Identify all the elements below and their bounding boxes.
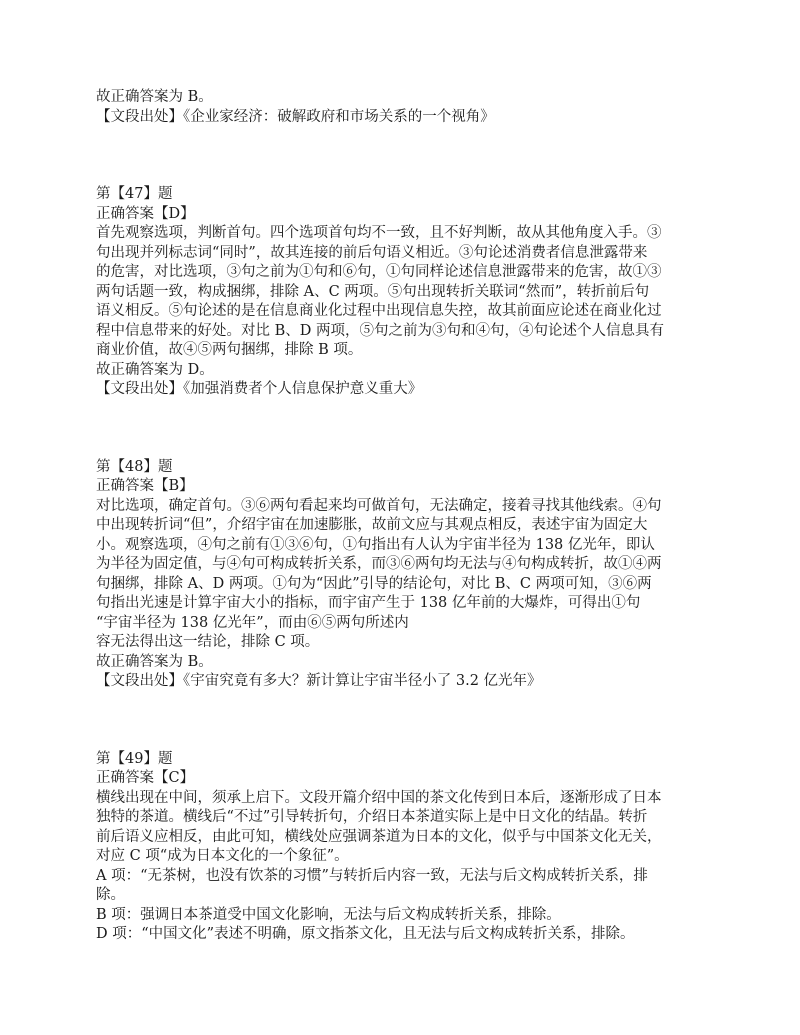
analysis-line: 小。观察选项，④句之前有①③⑥句，①句指出有人认为宇宙半径为 138 亿光年，即认 — [96, 536, 655, 553]
correct-answer: 正确答案【C】 — [96, 770, 195, 786]
question-title: 第【47】题 — [96, 186, 173, 202]
source-line: 【文段出处】《宇宙究竟有多大？新计算让宇宙半径小了 3.2 亿光年》 — [96, 673, 542, 689]
analysis-line: “宇宙半径为 138 亿光年”，而由⑥⑤两句所述内 — [96, 614, 409, 631]
option-a-analysis-cont: 除。 — [96, 887, 125, 903]
analysis-line: 横线出现在中间，须承上启下。文段开篇介绍中国的茶文化传到日本后，逐渐形成了日本 — [96, 789, 662, 806]
analysis-line: 为半径为固定值，与④句可构成转折关系，而③⑥两句均无法与④句构成转折，故①④两 — [96, 556, 662, 572]
section-gap — [96, 692, 712, 750]
answer-line: 故正确答案为 D。 — [96, 361, 214, 378]
source-line: 【文段出处】《加强消费者个人信息保护意义重大》 — [96, 381, 423, 397]
analysis-line: 两句话题一致，构成捆绑，排除 A、C 两项。⑤句出现转折关联词“然而”，转折前后句 — [96, 283, 650, 300]
analysis-line: 对比选项，确定首句。③⑥两句看起来均可做首句，无法确定，接着寻找其他线索。④句 — [96, 497, 662, 514]
answer-line: 故正确答案为 B。 — [96, 89, 213, 105]
section-gap — [96, 127, 712, 185]
option-a-analysis: A 项：“无茶树，也没有饮茶的习惯”与转折后内容一致，无法与后文构成转折关系，排 — [96, 867, 648, 884]
analysis-line: 前后语义应相反，由此可知，横线处应强调茶道为日本的文化，似乎与中国茶文化无关， — [96, 828, 662, 845]
analysis-line: 的危害，对比选项，③句之前为①句和⑥句，①句同样论述信息泄露带来的危害，故①③ — [96, 264, 662, 280]
question-48 — [96, 458, 712, 692]
analysis-line: 独特的茶道。横线后“不过”引导转折句，介绍日本茶道实际上是中日文化的结晶。转折 — [96, 809, 648, 825]
source-line: 【文段出处】《企业家经济：破解政府和市场关系的一个视角》 — [96, 108, 495, 125]
question-47 — [96, 185, 712, 400]
analysis-line: 句出现并列标志词“同时”，故其连接的前后句语义相近。③句论述消费者信息泄露带来 — [96, 244, 648, 261]
analysis-line: 句指出光速是计算宇宙大小的指标，而宇宙产生于 138 亿年前的大爆炸，可得出①句 — [96, 595, 641, 611]
analysis-line: 对应 C 项“成为日本文化的一个象征”。 — [96, 848, 349, 864]
question-title: 第【48】题 — [96, 458, 173, 475]
answer-line: 故正确答案为 B。 — [96, 653, 213, 670]
analysis-line: 程中信息带来的好处。对比 B、D 两项，⑤句之前为③句和④句，④句论述个人信息具有 — [96, 322, 664, 339]
analysis-line: 容无法得出这一结论，排除 C 项。 — [96, 634, 320, 650]
analysis-line: 句捆绑，排除 A、D 两项。①句为“因此”引导的结论句，对比 B、C 两项可知，③⑥两 — [96, 575, 652, 592]
analysis-line: 商业价值，故④⑤两句捆绑，排除 B 项。 — [96, 342, 363, 358]
option-d-analysis: D 项：“中国文化”表述不明确，原文指茶文化，且无法与后文构成转折关系，排除。 — [96, 926, 635, 942]
correct-answer: 正确答案【D】 — [96, 205, 195, 222]
correct-answer: 正确答案【B】 — [96, 478, 194, 494]
analysis-line: 首先观察选项，判断首句。四个选项首句均不一致，且不好判断，故从其他角度入手。③ — [96, 225, 662, 241]
section-gap — [96, 400, 712, 458]
analysis-line: 中出现转折词“但”，介绍宇宙在加速膨胀，故前文应与其观点相反，表述宇宙为固定大 — [96, 517, 648, 533]
analysis-line: 语义相反。⑤句论述的是在信息商业化过程中出现信息失控，故其前面应论述在商业化过 — [96, 303, 662, 319]
document-page — [96, 88, 712, 945]
question-title: 第【49】题 — [96, 750, 173, 767]
question-49 — [96, 750, 712, 945]
option-b-analysis: B 项：强调日本茶道受中国文化影响，无法与后文构成转折关系，排除。 — [96, 906, 561, 923]
